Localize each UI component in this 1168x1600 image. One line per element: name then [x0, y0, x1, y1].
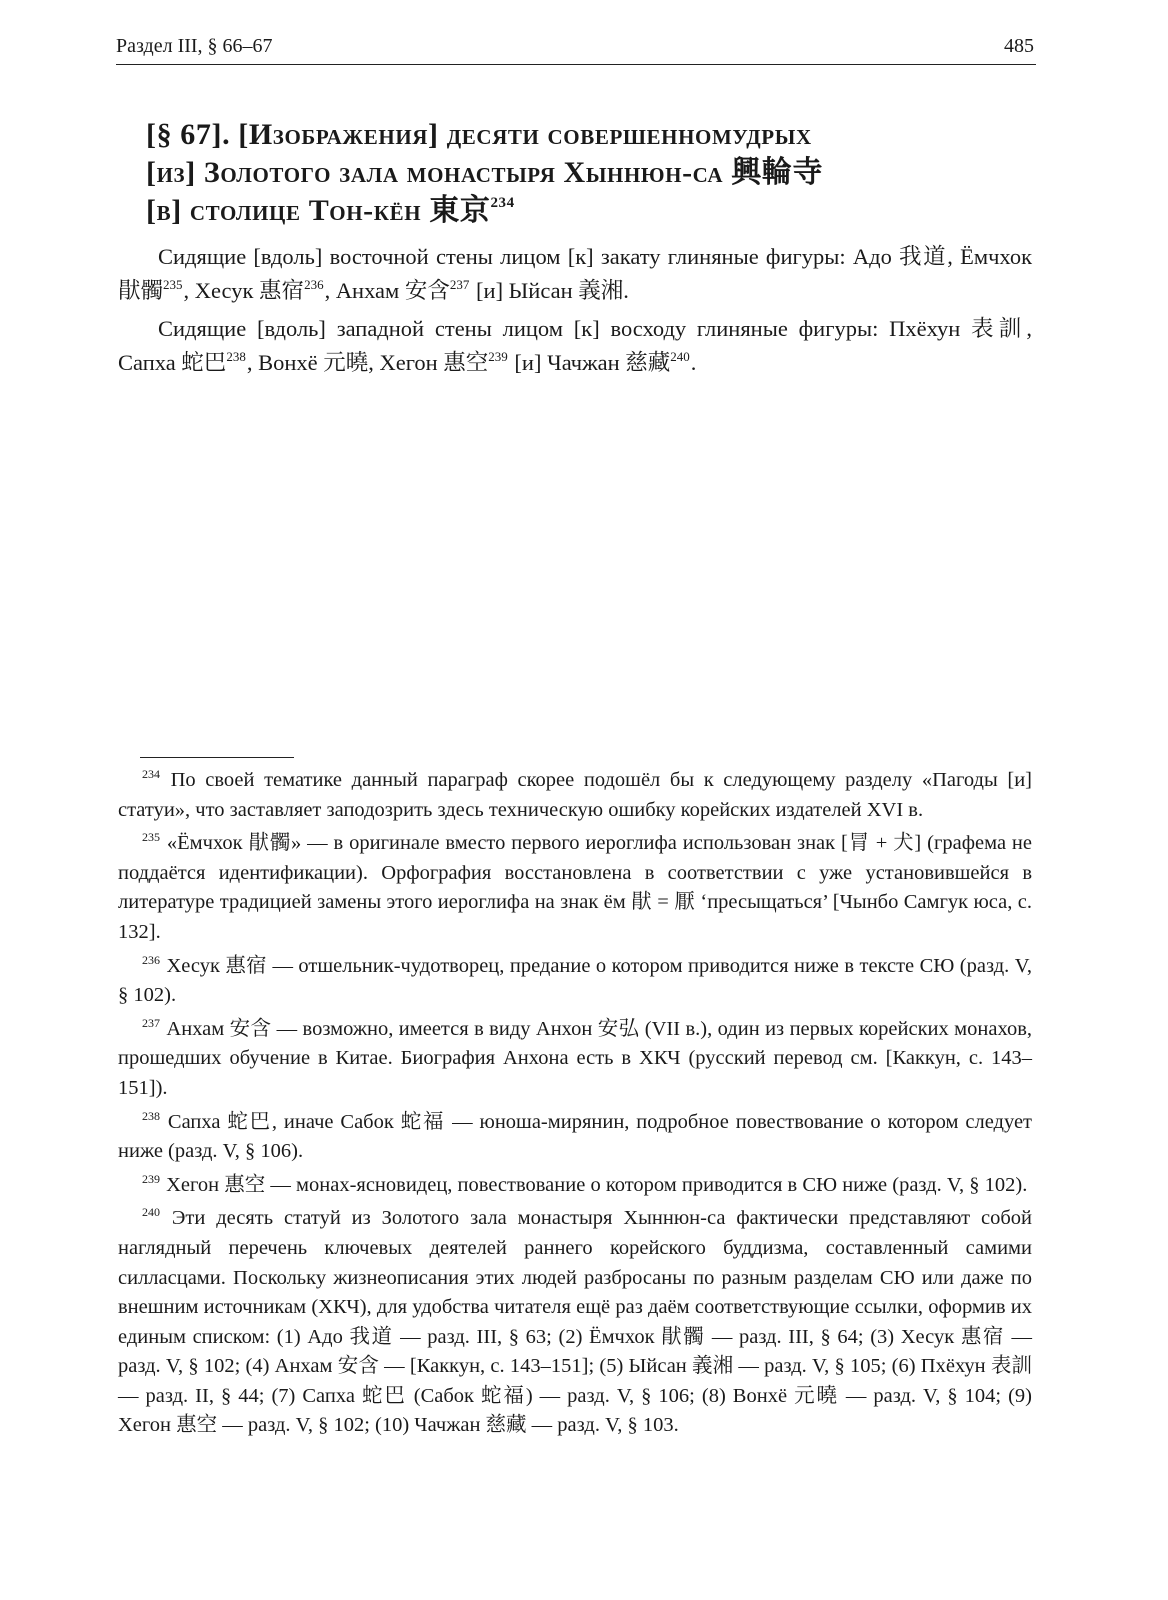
paragraph-west-wall: [118, 312, 1032, 380]
section-heading: [146, 116, 1026, 230]
running-header: [116, 32, 1036, 65]
paragraph-text: [и] Ыйсан 義湘.: [470, 278, 629, 303]
footnote-text: Хегон 惠空 — монах-ясновидец, повествование о котором приводится в СЮ ниже (разд. V, § 102).: [161, 1173, 1028, 1196]
heading-line-2: [из] Золотого зала монастыря Хыннюн-са 興輪寺: [146, 156, 824, 189]
footnote-number: 235: [142, 830, 160, 845]
footnote-ref-234: 234: [490, 195, 515, 211]
footnote-ref: 238: [226, 349, 246, 364]
footnote-text: По своей тематике данный параграф скорее подошёл бы к следующему разделу «Пагоды [и] статуи», что заставляет заподозрить здесь техническую ошибку корейских издателей XVI в.: [118, 769, 1032, 821]
footnote-238: [118, 1108, 1032, 1167]
paragraph-text: , Вонхё 元曉, Хегон 惠空: [246, 350, 489, 375]
paragraph-text: .: [690, 350, 697, 375]
heading-line-3-text: [в] столице Тон-кён 東京: [146, 194, 491, 227]
footnote-number: 239: [142, 1171, 160, 1186]
footnote-ref: 236: [304, 277, 324, 292]
heading-line-3: [146, 192, 1026, 230]
footnote-235: [118, 829, 1032, 947]
footnote-text: Эти десять статуй из Золотого зала монастыря Хыннюн-са фактически представляют собой наглядный перечень ключевых деятелей раннего корейского буддизма, составленный самими силласцами. Поскольку жизнеописания этих людей разбросаны по разным разделам СЮ или даже по внешним источникам (ХКЧ), для удобства читателя ещё раз даём соответствующие ссылки, оформив их единым списком: (1) Адо 我道 — разд. III, § 63; (2) Ёмчхок 猒髑 — разд. III, § 64; (3) Хесук 惠宿 — разд. V, § 102; (4) Анхам 安含 — [Каккун, с. 143–151]; (5) Ыйсан 義湘 — разд. V, § 105; (6) Пхёхун 表訓 — разд. II, § 44; (7) Сапха 蛇巴 (Сабок 蛇福) — разд. V, § 106; (8) Вонхё 元曉 — разд. V, § 104; (9) Хегон 惠空 — разд. V, § 102; (10) Чачжан 慈藏 — разд. V, § 103.: [118, 1207, 1032, 1437]
footnote-number: 237: [142, 1015, 160, 1030]
footnote-239: [118, 1171, 1032, 1201]
section-reference: Раздел III, § 66–67: [116, 35, 273, 57]
footnote-number: 234: [142, 767, 160, 781]
footnote-text: Сапха 蛇巴, иначе Сабок 蛇福 — юноша-мирянин, подробное повествование о котором следует ниже (разд. V, § 106).: [118, 1110, 1032, 1163]
footnote-number: 240: [142, 1205, 160, 1220]
main-text: [118, 240, 1032, 384]
footnote-text: «Ёмчхок 猒髑» — в оригинале вместо первого иероглифа использован знак [冐 + 犬] (графема не поддаётся идентификации). Орфография восстановлена в соответствии с уже установившейся в литературе традицией замены этого иероглифа на знак ём 猒 = 厭 ‘пресыщаться’ [Чынбо Самгук юса, с. 132].: [118, 832, 1032, 943]
footnote-text: Анхам 安含 — возможно, имеется в виду Анхон 安弘 (VII в.), один из первых корейских монахов, прошедших обучение в Китае. Биография Анхона есть в ХКЧ (русский перевод см. [Каккун, с. 143–151]).: [118, 1017, 1032, 1099]
heading-line-1: [§ 67]. [Изображения] десяти совершенномудрых: [146, 118, 812, 151]
paragraph-east-wall: [118, 240, 1032, 308]
footnote-number: 236: [142, 952, 160, 967]
footnote-234: [118, 766, 1032, 825]
footnote-236: [118, 952, 1032, 1011]
paragraph-text: , Анхам 安含: [324, 278, 450, 303]
paragraph-text: , Хесук 惠宿: [183, 278, 305, 303]
footnote-ref: 239: [488, 349, 508, 364]
footnote-number: 238: [142, 1108, 160, 1123]
footnote-ref: 235: [163, 277, 183, 292]
paragraph-text: Сидящие [вдоль] восточной стены лицом [к] закату глиняные фигуры: Адо 我道, Ёмчхок 猒髑: [118, 244, 1032, 303]
footnote-237: [118, 1015, 1032, 1104]
footnote-divider: [140, 757, 294, 758]
footnote-240: [118, 1204, 1032, 1441]
footnote-text: Хесук 惠宿 — отшельник-чудотворец, предание о котором приводится ниже в тексте СЮ (разд. V, § 102).: [118, 954, 1032, 1007]
footnotes: [118, 766, 1032, 1445]
footnote-ref: 237: [449, 277, 470, 292]
paragraph-text: [и] Чачжан 慈藏: [508, 350, 671, 375]
paragraph-text: Сидящие [вдоль] западной стены лицом [к] восходу глиняные фигуры: Пхёхун 表訓, Сапха 蛇巴: [118, 316, 1032, 375]
footnote-ref: 240: [670, 349, 690, 364]
page-number: 485: [1004, 35, 1034, 57]
